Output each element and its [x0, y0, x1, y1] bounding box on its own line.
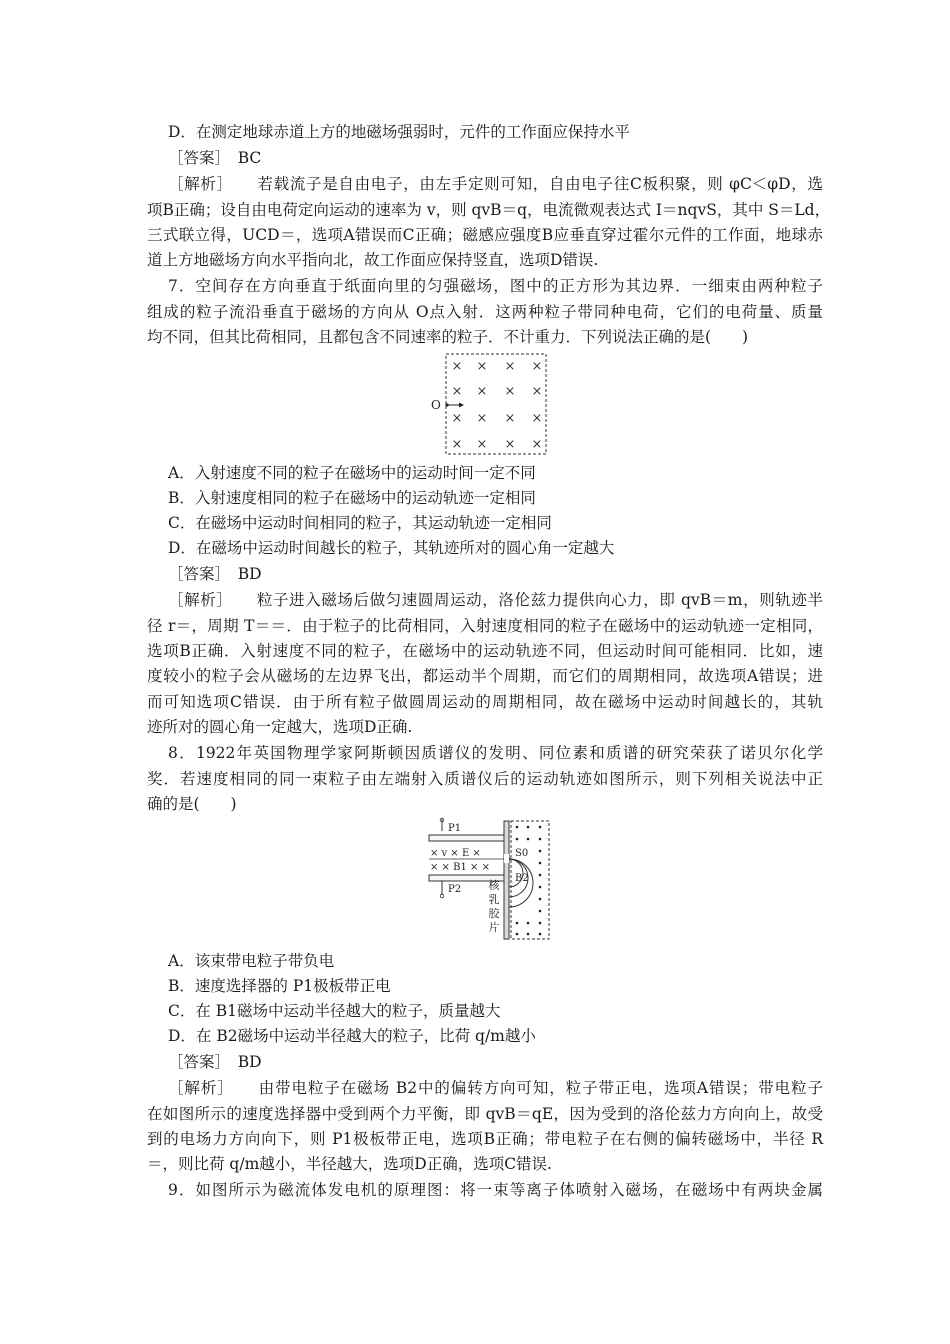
- q7-answer: ［答案］ BD: [168, 565, 262, 583]
- q7-stem-line: 均不同，但其比荷相同，且都包含不同速率的粒子．不计重力．下列说法正确的是( ): [147, 328, 749, 346]
- q7-analysis-line: ［解析］ 粒子进入磁场后做匀速圆周运动，洛伦兹力提供向心力，即 qvB＝m，则轨迹半: [168, 591, 823, 609]
- q8-analysis-line: ＝，则比荷 q/m越小，半径越大，选项D正确，选项C错误.: [147, 1155, 552, 1173]
- field-mark: ×: [531, 437, 543, 452]
- q7-field-figure: [425, 350, 555, 458]
- field-mark: ×: [531, 359, 543, 374]
- b2-label: B2: [515, 873, 529, 884]
- film-label-char: 胶: [488, 907, 500, 920]
- q8-option-a: A．该束带电粒子带负电: [168, 952, 335, 970]
- film-label-char: 核: [488, 879, 500, 892]
- q8-spectrometer-figure: [422, 817, 554, 943]
- q6-analysis-line: 道上方地磁场方向水平指向北，故工作面应保持竖直，选项D错误.: [147, 251, 599, 269]
- q6-answer: ［答案］ BC: [168, 149, 262, 167]
- field-mark: ×: [476, 359, 488, 374]
- field-mark: ×: [504, 411, 516, 426]
- film-label-char: 片: [488, 921, 500, 934]
- incident-arrowhead: [459, 403, 464, 408]
- q8-analysis-line: ［解析］ 由带电粒子在磁场 B2中的偏转方向可知，粒子带正电，选项A错误；带电粒子: [168, 1079, 823, 1097]
- field-mark: ×: [451, 359, 463, 374]
- q7-option-a: A．入射速度不同的粒子在磁场中的运动时间一定不同: [168, 464, 536, 482]
- q8-analysis-line: 到的电场力方向向下，则 P1极板带正电，选项B正确；带电粒子在右侧的偏转磁场中，半径 R: [147, 1130, 823, 1148]
- q8-option-b: B．速度选择器的 P1极板带正电: [168, 977, 391, 995]
- q8-stem-line: 确的是( ): [147, 795, 237, 813]
- q9-stem-line: 9．如图所示为磁流体发电机的原理图：将一束等离子体喷射入磁场，在磁场中有两块金属: [168, 1181, 823, 1199]
- p2-label: P2: [448, 884, 462, 895]
- field-mark: ×: [504, 359, 516, 374]
- p1-plate: [429, 835, 507, 841]
- q8-option-c: C．在 B1磁场中运动半径越大的粒子，质量越大: [168, 1002, 501, 1020]
- selector-row-bottom: × × B1 × ×: [430, 862, 490, 873]
- field-mark: ×: [451, 437, 463, 452]
- origin-label: O: [431, 398, 441, 412]
- q7-stem-line: 组成的粒子流沿垂直于磁场的方向从 O点入射．这两种粒子带同种电荷，它们的电荷量、质量: [147, 303, 823, 321]
- q7-analysis-line: 选项B正确．入射速度不同的粒子，在磁场中的运动轨迹不同，但运动时间可能相同．比如，速: [147, 642, 823, 660]
- q6-analysis-line: ［解析］ 若载流子是自由电子，由左手定则可知，自由电子往C板积聚，则 φC＜φD，选: [168, 175, 823, 193]
- q8-answer: ［答案］ BD: [168, 1053, 262, 1071]
- field-mark: ×: [451, 411, 463, 426]
- field-mark: ×: [476, 437, 488, 452]
- q7-analysis-line: 迹所对的圆心角一定越大，选项D正确.: [147, 718, 413, 736]
- s0-label: S0: [515, 848, 529, 859]
- p1-label: P1: [448, 823, 462, 834]
- field-mark: ×: [504, 384, 516, 399]
- q8-stem-line: 奖．若速度相同的同一束粒子由左端射入质谱仪后的运动轨迹如图所示，则下列相关说法中正: [147, 770, 823, 788]
- q6-analysis-line: 三式联立得，UCD＝，选项A错误而C正确；磁感应强度B应垂直穿过霍尔元件的工作面，地球赤: [147, 226, 823, 244]
- q8-analysis-line: 在如图所示的速度选择器中受到两个力平衡，即 qvB＝qE，因为受到的洛伦兹力方向向上，故受: [147, 1105, 823, 1123]
- q8-option-d: D．在 B2磁场中运动半径越大的粒子，比荷 q/m越小: [168, 1027, 536, 1045]
- field-mark: ×: [451, 384, 463, 399]
- field-mark: ×: [476, 384, 488, 399]
- q7-analysis-line: 径 r＝，周期 T＝＝．由于粒子的比荷相同，入射速度相同的粒子在磁场中的运动轨迹一定相同，: [147, 617, 823, 635]
- film-label-char: 乳: [488, 893, 500, 906]
- q6-analysis-line: 项B正确；设自由电荷定向运动的速率为 v，则 qvB＝q，电流微观表达式 I＝nqvS，其中 S＝Ld，: [147, 201, 831, 219]
- slit-wall: [504, 821, 509, 939]
- q7-analysis-line: 而可知选项C错误．由于所有粒子做圆周运动的周期相同，故在磁场中运动时间越长的，其轨: [147, 693, 823, 711]
- selector-row-top: × v × E ×: [430, 848, 481, 859]
- q7-option-c: C．在磁场中运动时间相同的粒子，其运动轨迹一定相同: [168, 514, 552, 532]
- q7-option-b: B．入射速度相同的粒子在磁场中的运动轨迹一定相同: [168, 489, 536, 507]
- field-mark: ×: [531, 384, 543, 399]
- q7-analysis-line: 度较小的粒子会从磁场的左边界飞出，都运动半个周期，而它们的周期相同，故选项A错误；进: [147, 667, 823, 685]
- q6-option-d: D．在测定地球赤道上方的地磁场强弱时，元件的工作面应保持水平: [168, 123, 630, 141]
- q7-option-d: D．在磁场中运动时间越长的粒子，其轨迹所对的圆心角一定越大: [168, 539, 615, 557]
- q7-stem-line: 7．空间存在方向垂直于纸面向里的匀强磁场，图中的正方形为其边界．一细束由两种粒子: [168, 277, 823, 295]
- q8-stem-line: 8．1922年英国物理学家阿斯顿因质谱仪的发明、同位素和质谱的研究荣获了诺贝尔化学: [168, 744, 823, 762]
- field-mark: ×: [504, 437, 516, 452]
- field-mark: ×: [476, 411, 488, 426]
- field-mark: ×: [531, 411, 543, 426]
